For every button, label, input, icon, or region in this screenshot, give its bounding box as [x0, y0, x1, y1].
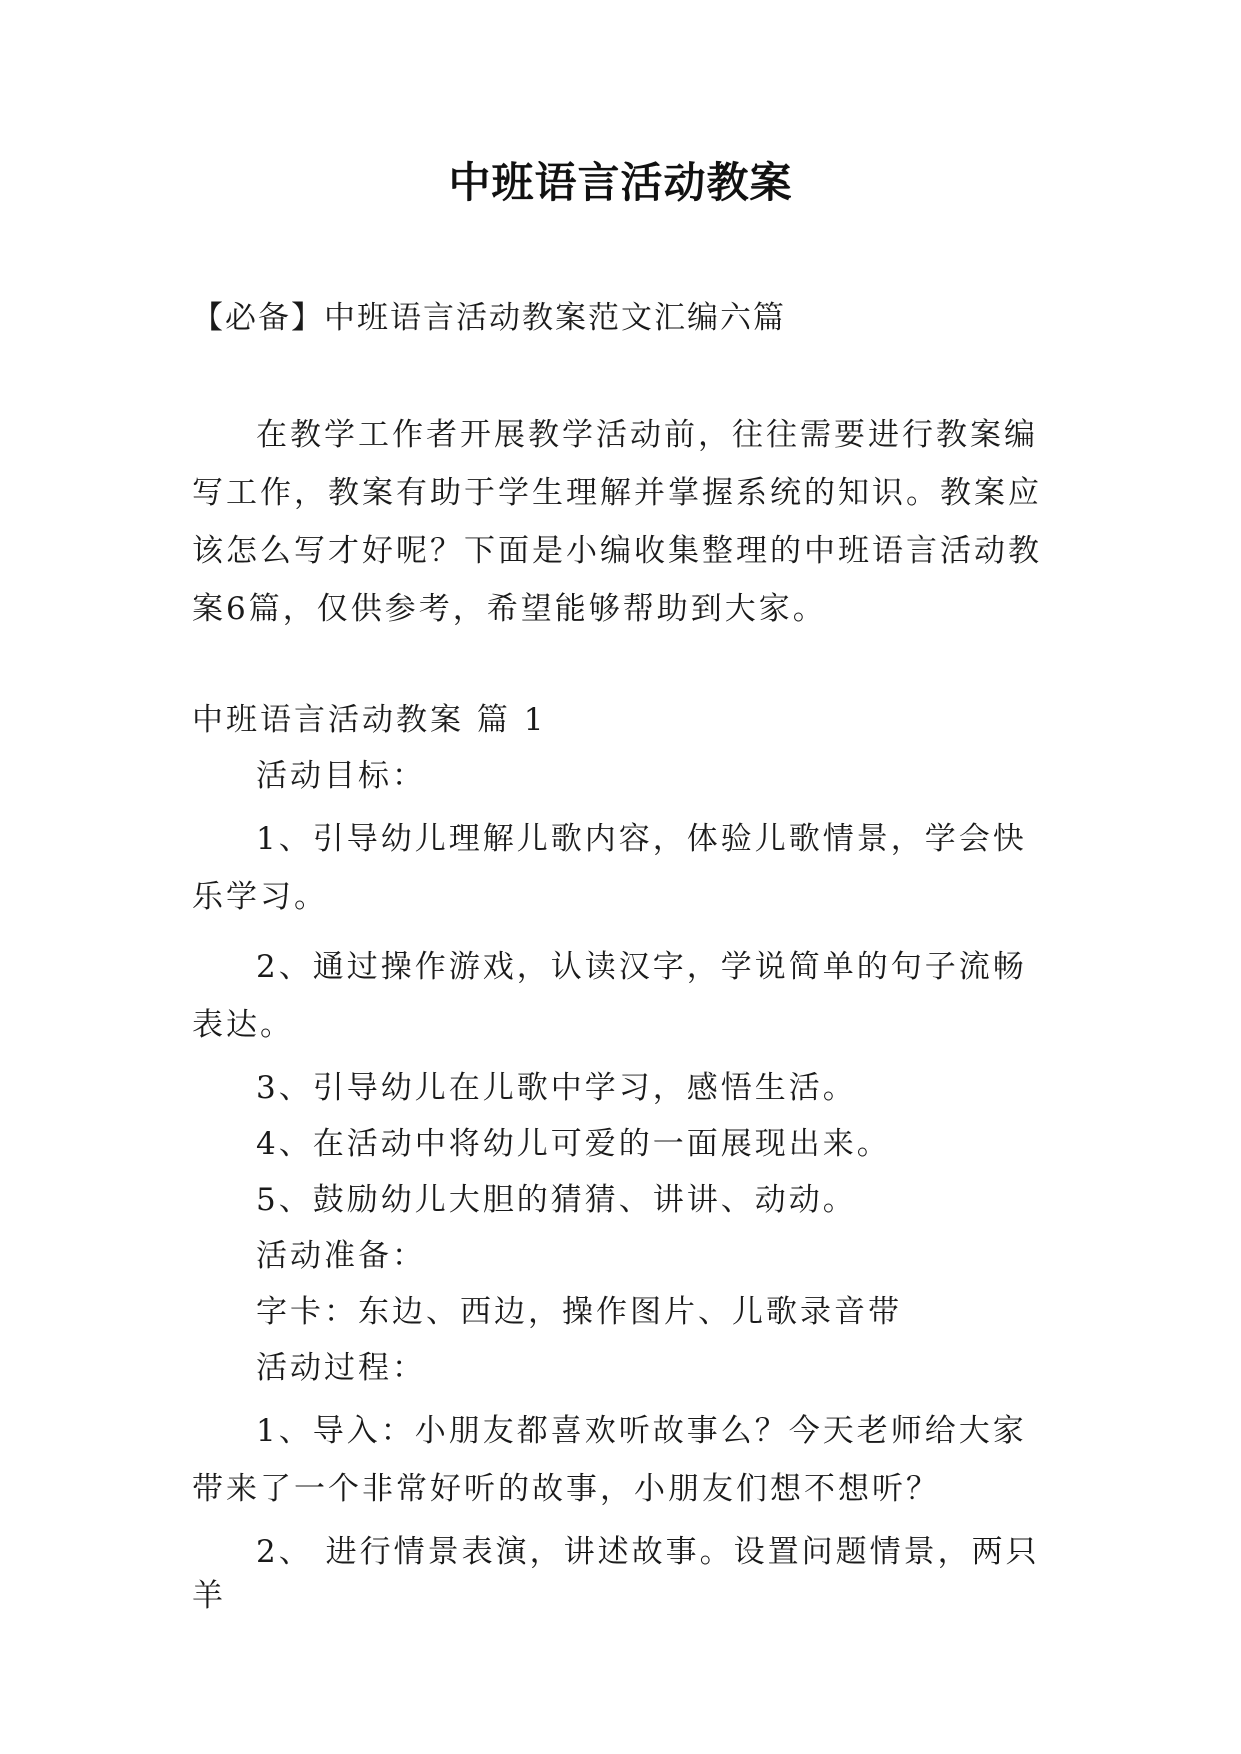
body-paragraph: 活动准备： [256, 1238, 426, 1274]
intro-paragraph: 在教学工作者开展教学活动前，往往需要进行教案编写工作，教案有助于学生理解并掌握系统的知识。教案应该怎么写才好呢？下面是小编收集整理的中班语言活动教案6篇，仅供参考，希望能够帮助到大家。 [192, 417, 1042, 627]
document-subtitle: 【必备】中班语言活动教案范文汇编六篇 [192, 300, 786, 336]
body-paragraph: 活动过程： [256, 1350, 426, 1386]
body-paragraph: 活动目标： [256, 758, 426, 794]
document-title: 中班语言活动教案 [448, 158, 793, 207]
document-body [192, 698, 1054, 1630]
body-paragraph: 4、在活动中将幼儿可爱的一面展现出来。 [256, 1126, 891, 1162]
body-paragraph: 2、 进行情景表演，讲述故事。设置问题情景，两只羊 [192, 1534, 1040, 1614]
body-paragraph: 1、导入：小朋友都喜欢听故事么？今天老师给大家带来了一个非常好听的故事，小朋友们想不想听？ [192, 1413, 1027, 1507]
body-paragraph: 3、引导幼儿在儿歌中学习，感悟生活。 [256, 1070, 857, 1106]
body-paragraph: 字卡：东边、西边，操作图片、儿歌录音带 [256, 1294, 902, 1330]
section-heading: 中班语言活动教案 篇 1 [192, 702, 547, 738]
body-paragraph: 5、鼓励幼儿大胆的猜猜、讲讲、动动。 [256, 1182, 857, 1218]
body-paragraph: 1、引导幼儿理解儿歌内容，体验儿歌情景，学会快乐学习。 [192, 821, 1027, 915]
body-paragraph: 2、通过操作游戏，认读汉字，学说简单的句子流畅表达。 [192, 949, 1027, 1043]
